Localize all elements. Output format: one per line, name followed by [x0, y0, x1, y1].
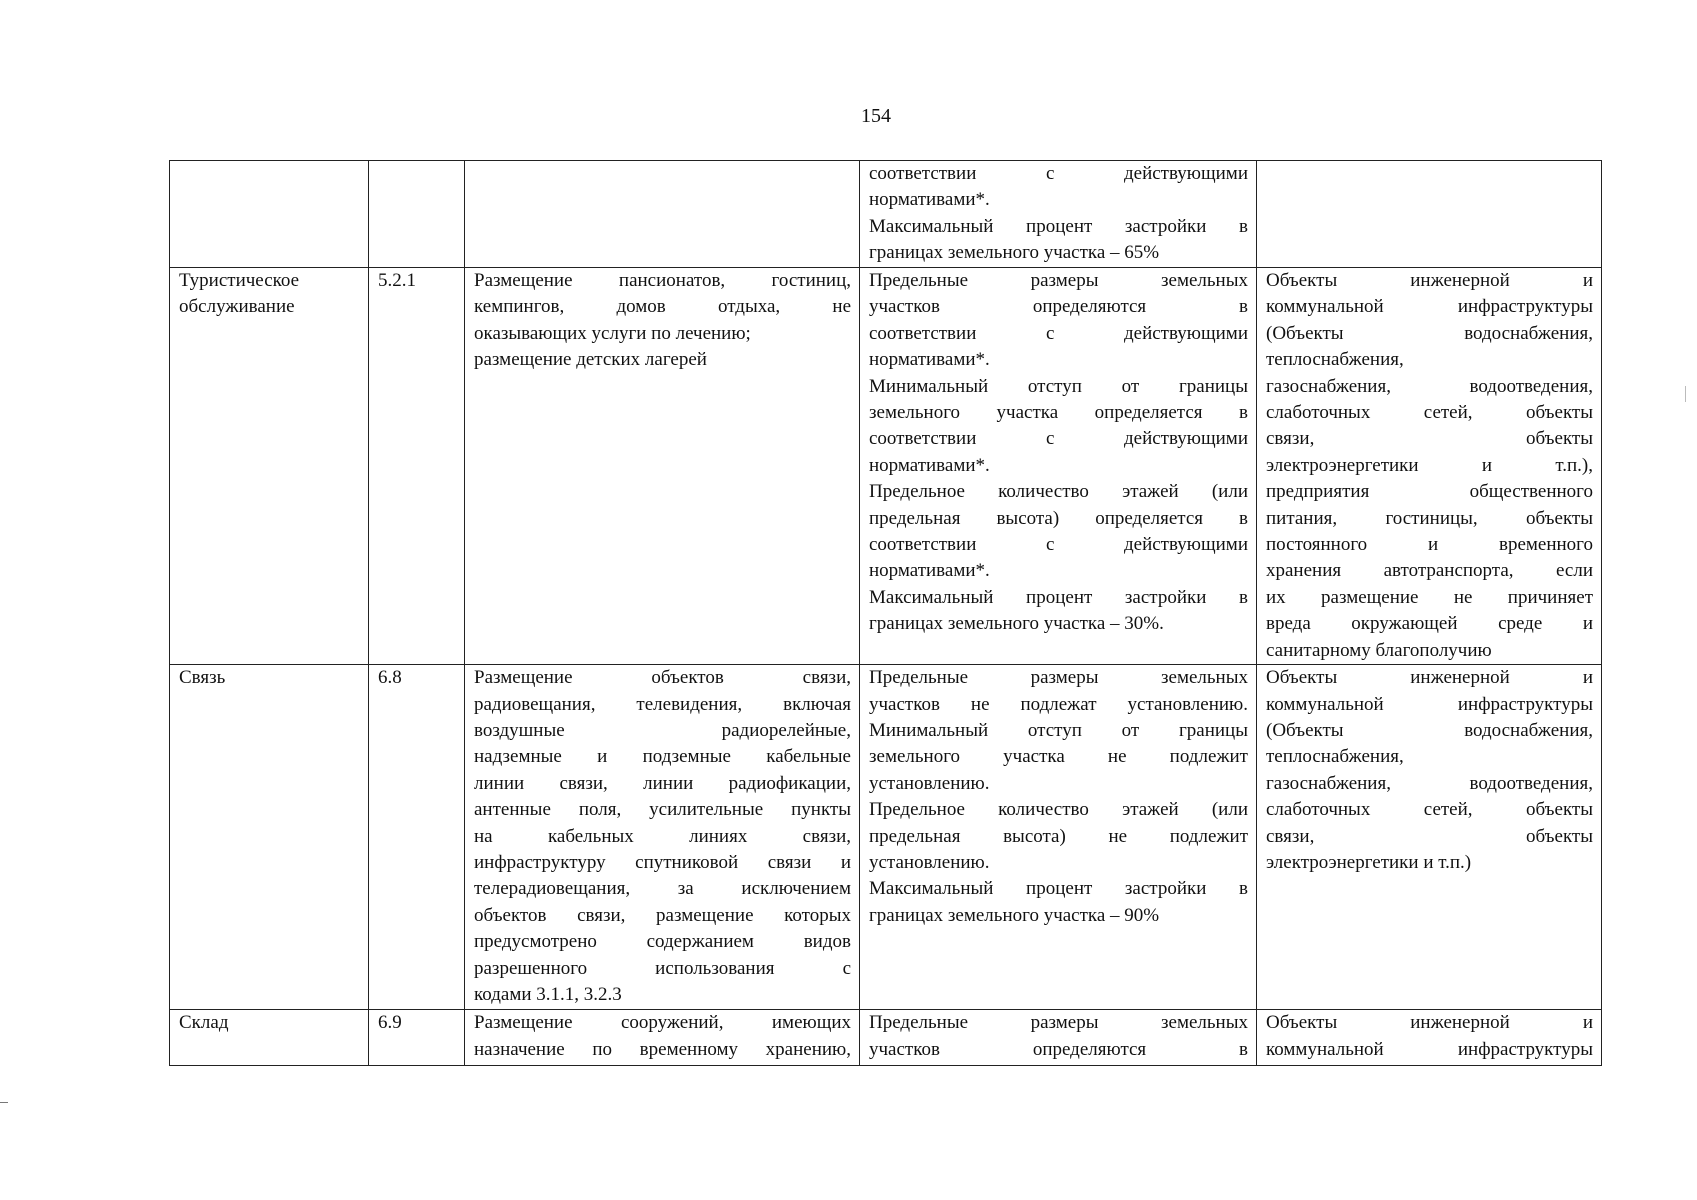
cell-line: границах земельного участка – 65% — [869, 242, 1160, 264]
cell-line: соответствии с действующими — [869, 428, 1248, 450]
cell-line: объектов связи, размещение которых — [474, 904, 851, 926]
cell-line: Объекты инженерной и — [1266, 667, 1593, 689]
cell-line: Предельное количество этажей (или — [869, 799, 1248, 821]
cell-line: нормативами*. — [869, 189, 990, 211]
cell-line: земельного участка не подлежит — [869, 746, 1248, 768]
cell-line: разрешенного использования с — [474, 957, 851, 979]
cell-line: участков не подлежат установлению. — [869, 693, 1248, 715]
cell-code: 6.8 — [369, 665, 465, 1010]
page-number: 154 — [861, 105, 891, 127]
cell-line: (Объекты водоснабжения, — [1266, 719, 1593, 741]
cell-line: связи, объекты — [1266, 428, 1593, 450]
cell-line: вреда окружающей среде и — [1266, 613, 1593, 635]
cell-line: санитарному благополучию — [1266, 639, 1492, 661]
cell-line: предельная высота) не подлежит — [869, 825, 1248, 847]
cell-line: электроэнергетики и т.п.) — [1266, 851, 1472, 873]
cell-parameters — [860, 161, 1257, 268]
cell-line: коммунальной инфраструктуры — [1266, 693, 1593, 715]
cell-line: антенные поля, усилительные пункты — [474, 799, 851, 821]
cell-line: Минимальный отступ от границы — [869, 375, 1248, 397]
cell-line: их размещение не причиняет — [1266, 586, 1593, 608]
table-row — [170, 665, 1602, 1010]
cell-line: газоснабжения, водоотведения, — [1266, 375, 1593, 397]
cell-line: участков определяются в — [869, 296, 1248, 318]
cell-line: размещение детских лагерей — [474, 349, 707, 371]
cell-name: Склад — [170, 1010, 369, 1066]
cell-line: Максимальный процент застройки в — [869, 586, 1248, 608]
cell-line: Размещение объектов связи, — [474, 667, 851, 689]
cell-description — [465, 1010, 860, 1066]
cell-name — [170, 161, 369, 268]
cell-line: радиовещания, телевидения, включая — [474, 693, 851, 715]
cell-name: Связь — [170, 665, 369, 1010]
cell-line: Предельные размеры земельных — [869, 1012, 1248, 1034]
cell-description — [465, 268, 860, 665]
land-use-table — [169, 160, 1602, 1066]
cell-line: установлению. — [869, 772, 990, 794]
cell-line: соответствии с действующими — [869, 322, 1248, 344]
cell-line: коммунальной инфраструктуры — [1266, 296, 1593, 318]
cell-auxiliary — [1257, 1010, 1602, 1066]
scan-artifact — [0, 1102, 8, 1103]
cell-code: 6.9 — [369, 1010, 465, 1066]
cell-line: нормативами*. — [869, 454, 990, 476]
cell-code — [369, 161, 465, 268]
cell-line: предприятия общественного — [1266, 481, 1593, 503]
cell-line: слаботочных сетей, объекты — [1266, 402, 1593, 424]
table-row — [170, 1010, 1602, 1066]
cell-line: телерадиовещания, за исключением — [474, 878, 851, 900]
cell-line: Объекты инженерной и — [1266, 270, 1593, 291]
cell-parameters — [860, 1010, 1257, 1066]
cell-line: предусмотрено содержанием видов — [474, 931, 851, 953]
cell-line: оказывающих услуги по лечению; — [474, 322, 751, 344]
cell-line: надземные и подземные кабельные — [474, 746, 851, 768]
cell-line: Предельные размеры земельных — [869, 270, 1248, 291]
cell-line: Размещение сооружений, имеющих — [474, 1012, 851, 1034]
cell-line: участков определяются в — [869, 1038, 1248, 1060]
cell-name: Туристическое обслуживание — [170, 268, 369, 665]
cell-line: линии связи, линии радиофикации, — [474, 772, 851, 794]
cell-line: питания, гостиницы, объекты — [1266, 507, 1593, 529]
cell-line: хранения автотранспорта, если — [1266, 560, 1593, 582]
cell-line: на кабельных линиях связи, — [474, 825, 851, 847]
cell-auxiliary — [1257, 161, 1602, 268]
cell-auxiliary — [1257, 268, 1602, 665]
cell-line: границах земельного участка – 30%. — [869, 613, 1164, 635]
cell-line: Размещение пансионатов, гостиниц, — [474, 270, 851, 291]
cell-description — [465, 161, 860, 268]
cell-line: Минимальный отступ от границы — [869, 719, 1248, 741]
cell-line: коммунальной инфраструктуры — [1266, 1038, 1593, 1060]
cell-line: Предельное количество этажей (или — [869, 481, 1248, 503]
cell-parameters — [860, 665, 1257, 1010]
cell-line: газоснабжения, водоотведения, — [1266, 772, 1593, 794]
cell-line: земельного участка определяется в — [869, 402, 1248, 424]
cell-line: теплоснабжения, — [1266, 746, 1404, 768]
cell-line: связи, объекты — [1266, 825, 1593, 847]
cell-line: электроэнергетики и т.п.), — [1266, 454, 1593, 476]
cell-line: инфраструктуру спутниковой связи и — [474, 851, 851, 873]
cell-line: воздушные радиорелейные, — [474, 719, 851, 741]
scan-artifact — [1685, 386, 1686, 402]
cell-code: 5.2.1 — [369, 268, 465, 665]
cell-line: Максимальный процент застройки в — [869, 215, 1248, 237]
table-body — [170, 161, 1602, 1066]
table-row — [170, 161, 1602, 268]
cell-line: кемпингов, домов отдыха, не — [474, 296, 851, 318]
cell-line: теплоснабжения, — [1266, 349, 1404, 371]
cell-line: установлению. — [869, 851, 990, 873]
cell-line: (Объекты водоснабжения, — [1266, 322, 1593, 344]
cell-line: соответствии с действующими — [869, 163, 1248, 184]
cell-line: постоянного и временного — [1266, 534, 1593, 556]
table-row — [170, 268, 1602, 665]
cell-line: Предельные размеры земельных — [869, 667, 1248, 689]
cell-line: назначение по временному хранению, — [474, 1038, 851, 1060]
cell-line: слаботочных сетей, объекты — [1266, 799, 1593, 821]
cell-line: границах земельного участка – 90% — [869, 904, 1160, 926]
cell-line: Объекты инженерной и — [1266, 1012, 1593, 1034]
cell-line: предельная высота) определяется в — [869, 507, 1248, 529]
cell-line: нормативами*. — [869, 349, 990, 371]
cell-auxiliary — [1257, 665, 1602, 1010]
cell-parameters — [860, 268, 1257, 665]
cell-line: нормативами*. — [869, 560, 990, 582]
cell-line: кодами 3.1.1, 3.2.3 — [474, 983, 622, 1005]
cell-description — [465, 665, 860, 1010]
cell-line: Максимальный процент застройки в — [869, 878, 1248, 900]
cell-line: соответствии с действующими — [869, 534, 1248, 556]
